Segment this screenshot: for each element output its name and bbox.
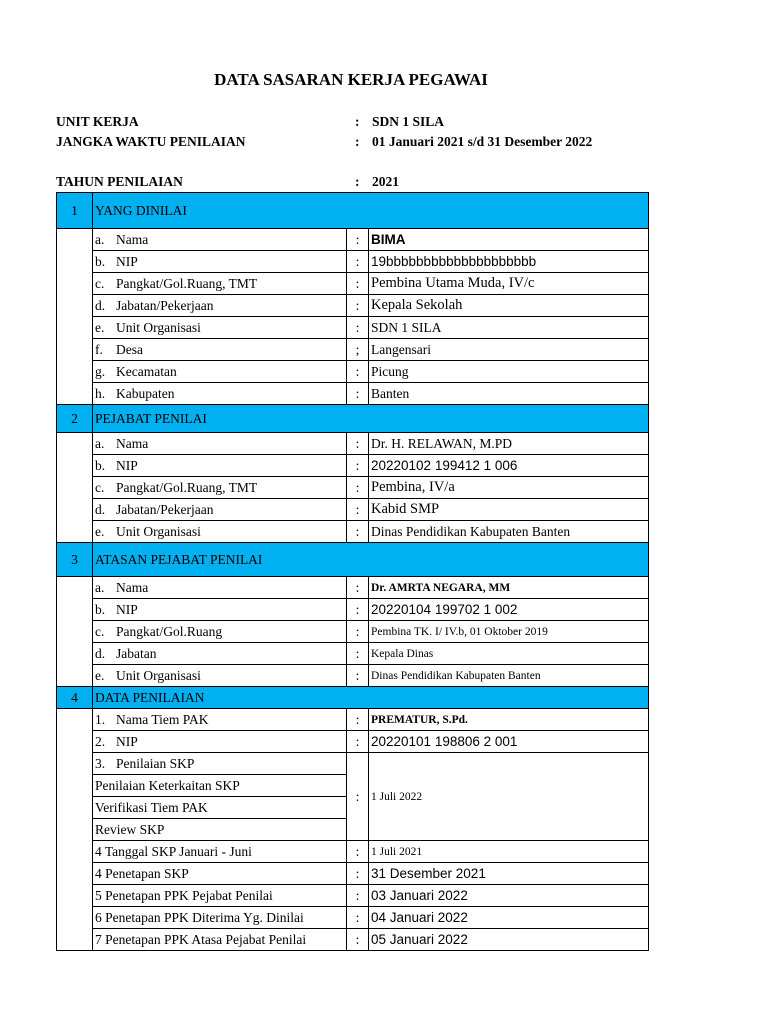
field-value: 20220101 198806 2 001: [369, 731, 649, 753]
section-title: ATASAN PEJABAT PENILAI: [93, 543, 649, 577]
field-label: b. NIP: [93, 455, 347, 477]
colon: :: [347, 577, 369, 599]
section-title: DATA PENILAIAN: [93, 687, 649, 709]
table-row: [57, 229, 649, 251]
colon: :: [347, 665, 369, 687]
table-row: [57, 455, 649, 477]
colon: :: [347, 295, 369, 317]
blank-cell: [57, 433, 93, 543]
field-label: Verifikasi Tiem PAK: [93, 797, 347, 819]
section-title: PEJABAT PENILAI: [93, 405, 649, 433]
table-row: [57, 885, 649, 907]
blank-cell: [57, 577, 93, 687]
table-row: [57, 907, 649, 929]
field-value: 1 Juli 2022: [369, 753, 649, 841]
field-value: Pembina Utama Muda, IV/c: [369, 273, 649, 295]
field-label: f. Desa: [93, 339, 347, 361]
table-row: [57, 841, 649, 863]
field-label: g. Kecamatan: [93, 361, 347, 383]
table-row: [57, 731, 649, 753]
colon: :: [347, 929, 369, 951]
colon: :: [347, 885, 369, 907]
field-value: Kabid SMP: [369, 499, 649, 521]
colon: :: [347, 499, 369, 521]
field-value: 04 Januari 2022: [369, 907, 649, 929]
field-label: Penilaian Keterkaitan SKP: [93, 775, 347, 797]
section-header-atasan-pejabat-penilai: [57, 543, 649, 577]
field-label: 1. Nama Tiem PAK: [93, 709, 347, 731]
colon: :: [347, 907, 369, 929]
colon: :: [347, 621, 369, 643]
colon: :: [347, 455, 369, 477]
field-value: 19bbbbbbbbbbbbbbbbbbbb: [369, 251, 649, 273]
section-title: YANG DINILAI: [93, 193, 649, 229]
table-row: [57, 521, 649, 543]
table-row: [57, 753, 649, 775]
table-row: [57, 361, 649, 383]
table-row: [57, 499, 649, 521]
table-row: [57, 383, 649, 405]
field-value: Dinas Pendidikan Kabupaten Banten: [369, 521, 649, 543]
table-row: [57, 317, 649, 339]
field-value: 05 Januari 2022: [369, 929, 649, 951]
field-label: e. Unit Organisasi: [93, 317, 347, 339]
table-row: [57, 339, 649, 361]
colon: :: [347, 433, 369, 455]
field-value: 1 Juli 2021: [369, 841, 649, 863]
table-row: [57, 273, 649, 295]
colon: :: [347, 317, 369, 339]
colon: :: [347, 251, 369, 273]
field-label: e. Unit Organisasi: [93, 521, 347, 543]
field-label: 3. Penilaian SKP: [93, 753, 347, 775]
table-row: [57, 863, 649, 885]
field-label: c. Pangkat/Gol.Ruang: [93, 621, 347, 643]
colon: :: [347, 361, 369, 383]
colon: :: [355, 114, 360, 129]
data-table: [56, 192, 649, 951]
table-row: [57, 599, 649, 621]
unit-kerja-value: SDN 1 SILA: [372, 114, 445, 129]
field-value: 31 Desember 2021: [369, 863, 649, 885]
field-value: Pembina TK. I/ IV.b, 01 Oktober 2019: [369, 621, 649, 643]
page-title: DATA SASARAN KERJA PEGAWAI: [214, 70, 488, 89]
field-label: 7 Penetapan PPK Atasa Pejabat Penilai: [93, 929, 347, 951]
field-value: Dr. H. RELAWAN, M.PD: [369, 433, 649, 455]
field-value: 03 Januari 2022: [369, 885, 649, 907]
field-label: a. Nama: [93, 577, 347, 599]
table-row: [57, 709, 649, 731]
colon: ;: [347, 339, 369, 361]
field-label: c. Pangkat/Gol.Ruang, TMT: [93, 477, 347, 499]
field-label: h. Kabupaten: [93, 383, 347, 405]
colon: :: [347, 841, 369, 863]
field-value: Picung: [369, 361, 649, 383]
table-row: [57, 477, 649, 499]
colon: :: [347, 709, 369, 731]
table-row: [57, 665, 649, 687]
table-row: [57, 621, 649, 643]
jangka-value: 01 Januari 2021 s/d 31 Desember 2022: [372, 134, 593, 149]
colon: :: [347, 599, 369, 621]
field-label: 2. NIP: [93, 731, 347, 753]
colon: :: [347, 383, 369, 405]
field-label: d. Jabatan/Pekerjaan: [93, 499, 347, 521]
colon: :: [347, 229, 369, 251]
field-value: Banten: [369, 383, 649, 405]
field-value: 20220102 199412 1 006: [369, 455, 649, 477]
field-value: Langensari: [369, 339, 649, 361]
jangka-label: JANGKA WAKTU PENILAIAN: [56, 134, 246, 149]
field-value: SDN 1 SILA: [369, 317, 649, 339]
table-row: [57, 295, 649, 317]
field-value: PREMATUR, S.Pd.: [369, 709, 649, 731]
tahun-value: 2021: [372, 174, 399, 189]
unit-kerja-label: UNIT KERJA: [56, 114, 139, 129]
section-number: 3: [57, 543, 93, 577]
colon: :: [347, 643, 369, 665]
field-label: b. NIP: [93, 251, 347, 273]
field-value: 20220104 199702 1 002: [369, 599, 649, 621]
colon: :: [355, 134, 360, 149]
table-row: [57, 251, 649, 273]
field-value: Dinas Pendidikan Kabupaten Banten: [369, 665, 649, 687]
field-label: d. Jabatan: [93, 643, 347, 665]
field-value: BIMA: [369, 229, 649, 251]
field-label: e. Unit Organisasi: [93, 665, 347, 687]
field-label: 4 Tanggal SKP Januari - Juni: [93, 841, 347, 863]
section-number: 2: [57, 405, 93, 433]
field-value: Pembina, IV/a: [369, 477, 649, 499]
field-label: Review SKP: [93, 819, 347, 841]
table-row: [57, 433, 649, 455]
colon: :: [355, 174, 360, 189]
table-row: [57, 929, 649, 951]
colon: :: [347, 753, 369, 841]
colon: :: [347, 863, 369, 885]
blank-cell: [57, 229, 93, 405]
field-value: Kepala Sekolah: [369, 295, 649, 317]
table-row: [57, 643, 649, 665]
section-number: 4: [57, 687, 93, 709]
colon: :: [347, 477, 369, 499]
field-label: a. Nama: [93, 433, 347, 455]
section-header-yang-dinilai: [57, 193, 649, 229]
blank-cell: [57, 709, 93, 951]
field-label: b. NIP: [93, 599, 347, 621]
tahun-label: TAHUN PENILAIAN: [56, 174, 183, 189]
field-value: Kepala Dinas: [369, 643, 649, 665]
field-label: d. Jabatan/Pekerjaan: [93, 295, 347, 317]
table-row: [57, 577, 649, 599]
field-label: c. Pangkat/Gol.Ruang, TMT: [93, 273, 347, 295]
field-label: 5 Penetapan PPK Pejabat Penilai: [93, 885, 347, 907]
section-header-pejabat-penilai: [57, 405, 649, 433]
field-label: a. Nama: [93, 229, 347, 251]
colon: :: [347, 731, 369, 753]
field-label: 6 Penetapan PPK Diterima Yg. Dinilai: [93, 907, 347, 929]
section-number: 1: [57, 193, 93, 229]
field-value: Dr. AMRTA NEGARA, MM: [369, 577, 649, 599]
colon: :: [347, 521, 369, 543]
field-label: 4 Penetapan SKP: [93, 863, 347, 885]
colon: :: [347, 273, 369, 295]
section-header-data-penilaian: [57, 687, 649, 709]
